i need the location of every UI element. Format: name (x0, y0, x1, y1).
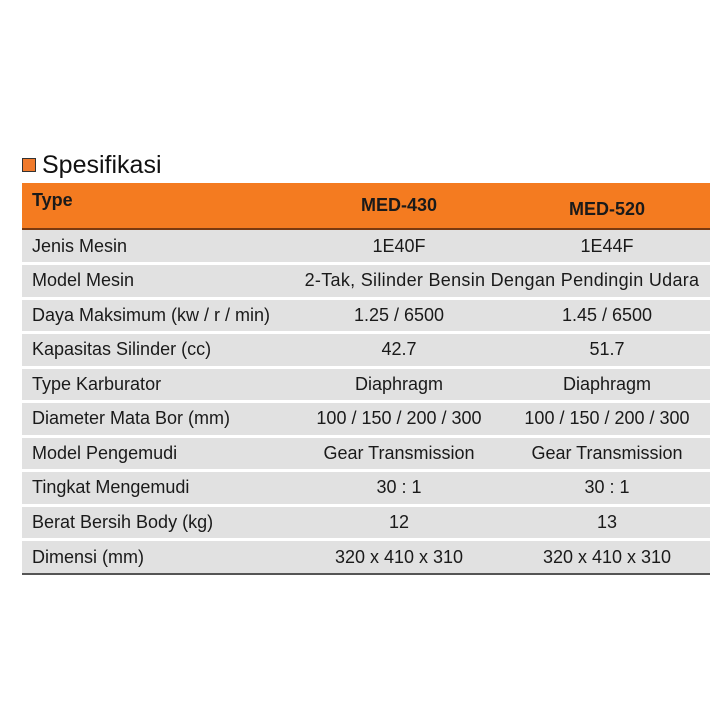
table-row (22, 264, 710, 299)
table-row (22, 229, 710, 264)
header-type-label: Type (22, 183, 294, 229)
header-model-b: MED-520 (504, 183, 710, 229)
row-label: Daya Maksimum (kw / r / min) (22, 298, 294, 333)
row-value-b: 1.45 / 6500 (504, 298, 710, 333)
row-value-merged: 2-Tak, Silinder Bensin Dengan Pendingin Udara (294, 264, 710, 299)
orange-square-icon (22, 158, 36, 172)
row-label: Model Pengemudi (22, 436, 294, 471)
row-label: Berat Bersih Body (kg) (22, 505, 294, 540)
table-header-row (22, 183, 710, 229)
row-value-b: 13 (504, 505, 710, 540)
row-value-b: Diaphragm (504, 367, 710, 402)
row-value-a: 30 : 1 (294, 471, 504, 506)
row-value-b: 320 x 410 x 310 (504, 540, 710, 575)
row-value-a: 320 x 410 x 310 (294, 540, 504, 575)
row-label: Model Mesin (22, 264, 294, 299)
row-value-a: 12 (294, 505, 504, 540)
row-value-a: 100 / 150 / 200 / 300 (294, 402, 504, 437)
table-row (22, 367, 710, 402)
row-label: Dimensi (mm) (22, 540, 294, 575)
table-row (22, 436, 710, 471)
row-value-a: 1E40F (294, 229, 504, 264)
row-value-b: 51.7 (504, 333, 710, 368)
table-row (22, 540, 710, 575)
row-value-a: Diaphragm (294, 367, 504, 402)
row-value-b: Gear Transmission (504, 436, 710, 471)
row-label: Diameter Mata Bor (mm) (22, 402, 294, 437)
row-value-a: 1.25 / 6500 (294, 298, 504, 333)
header-model-a: MED-430 (294, 183, 504, 229)
row-label: Jenis Mesin (22, 229, 294, 264)
table-row (22, 402, 710, 437)
row-value-b: 100 / 150 / 200 / 300 (504, 402, 710, 437)
table-row (22, 333, 710, 368)
spec-table (22, 183, 710, 575)
table-row (22, 505, 710, 540)
row-value-a: Gear Transmission (294, 436, 504, 471)
table-row (22, 298, 710, 333)
row-value-b: 1E44F (504, 229, 710, 264)
section-title: Spesifikasi (42, 150, 162, 179)
row-value-b: 30 : 1 (504, 471, 710, 506)
table-row (22, 471, 710, 506)
row-label: Type Karburator (22, 367, 294, 402)
row-label: Tingkat Mengemudi (22, 471, 294, 506)
section-heading (22, 150, 162, 180)
row-value-a: 42.7 (294, 333, 504, 368)
row-label: Kapasitas Silinder (cc) (22, 333, 294, 368)
